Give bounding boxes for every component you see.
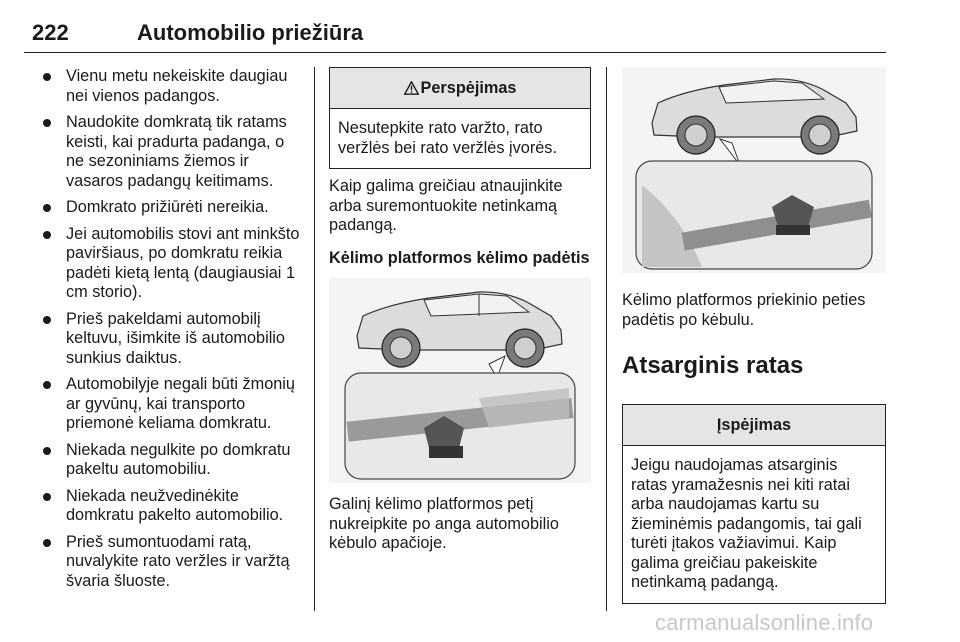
list-item: Niekada neužvedinėkite domkratu pakelto automobilio. <box>40 487 306 526</box>
warning-box <box>329 67 591 169</box>
section-title: Atsarginis ratas <box>622 352 804 379</box>
caution-box <box>622 404 886 604</box>
paragraph: Kaip galima greičiau atnaujinkite arba suremontuokite netinkamą padangą. <box>329 177 563 234</box>
list-item: Vienu metu nekeiskite daugiau nei vienos padangos. <box>40 67 306 106</box>
warning-text: Nesutepkite rato varžto, rato veržlės bei rato veržlės įvorės. <box>338 119 557 157</box>
list-item: Prieš sumontuodami ratą, nuvalykite rato veržles ir varžtą švaria šluoste. <box>40 533 306 592</box>
caution-text: Jeigu naudojamas atsarginis ratas yramažesnis nei kiti ratai arba naudojamas kartu su žieminėmis padangomis, tai gali turėti įtakos važiavimui. Kaip galima greičiau pakeiskite netinkamą padangą. <box>631 456 862 591</box>
list-item: Jei automobilis stovi ant minkšto paviršiaus, po domkratu reikia padėti kietą lentą (daugiausiai 1 cm storio). <box>40 225 306 303</box>
rear-lift-point-illustration <box>329 278 591 483</box>
warning-triangle-icon <box>404 70 419 110</box>
column-right <box>622 67 886 604</box>
list-item: Niekada negulkite po domkratu pakeltu automobiliu. <box>40 441 306 480</box>
bullet-list <box>40 67 306 591</box>
subheading: Kėlimo platformos kėlimo padėtis <box>329 248 590 267</box>
figure-caption: Galinį kėlimo platformos petį nukreipkite po anga automobilio kėbulo apačioje. <box>329 495 559 552</box>
column-divider <box>314 67 315 611</box>
caution-title: Įspėjimas <box>716 416 792 434</box>
chapter-title: Automobilio priežiūra <box>137 20 364 45</box>
warning-title: Perspėjimas <box>420 79 517 97</box>
list-item: Naudokite domkratą tik ratams keisti, kai pradurta padanga, o ne sezoniniams žiemos ir vasaros padangų keitimams. <box>40 113 306 191</box>
warning-box-header <box>330 68 590 109</box>
list-item: Automobilyje negali būti žmonių ar gyvūnų, kai transporto priemonė keliama domkratu. <box>40 375 306 434</box>
column-left <box>40 67 306 598</box>
column-divider <box>606 67 607 611</box>
caution-box-header <box>623 405 885 446</box>
figure-caption: Kėlimo platformos priekinio peties padėtis po kėbulu. <box>622 291 866 329</box>
page-header <box>24 18 886 53</box>
list-item: Prieš pakeldami automobilį keltuvu, išimkite iš automobilio sunkius daiktus. <box>40 310 306 369</box>
list-item: Domkrato prižiūrėti nereikia. <box>40 198 306 218</box>
front-lift-point-illustration <box>622 67 886 273</box>
watermark: carmanualsonline.info <box>655 610 874 635</box>
column-middle <box>329 67 591 554</box>
page-number: 222 <box>32 20 69 45</box>
